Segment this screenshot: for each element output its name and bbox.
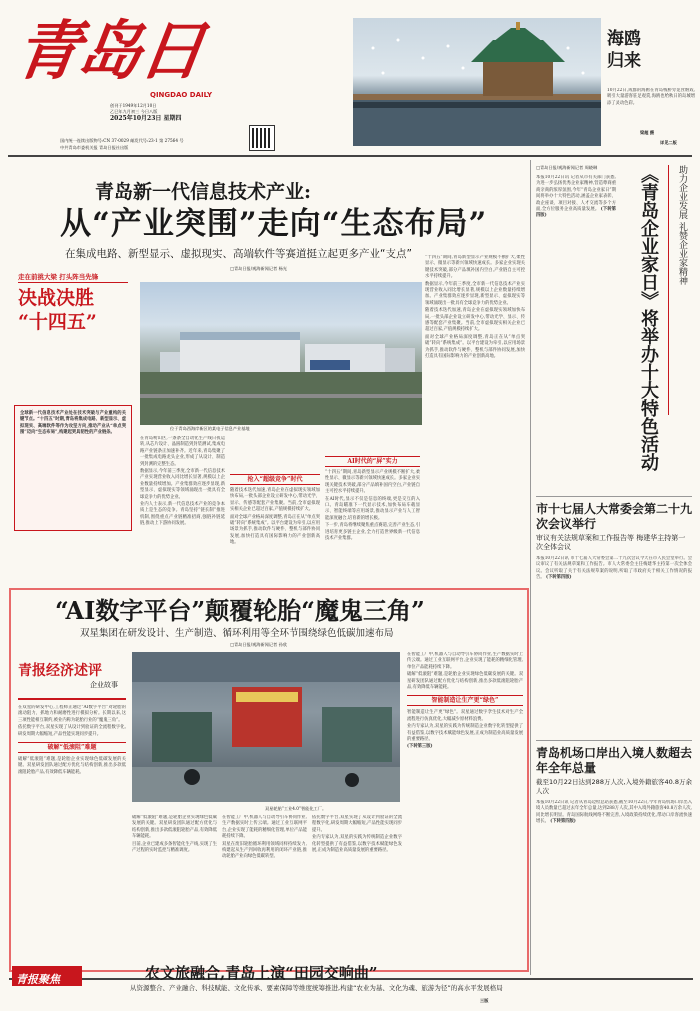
feature-col-3-p2: 双星在废旧轮胎循环利用领域同样持续发力,构建起从生产到回收再利用的闭环产业链,推动轮胎产业向绿色低碳转型。: [222, 841, 307, 860]
feature-col-2-p2: 目前,企业已建成多条智能化生产线,实现了生产过程的实时监控与精准调度。: [132, 841, 217, 854]
rs1-byline: □青岛日报/观海新闻记者 周晓琳: [536, 165, 598, 170]
feature-subhead: 双星集团在研发设计、生产制造、循环利用等全环节围绕绿色低碳加速布局: [80, 628, 394, 639]
feature-label-sub: 企业故事: [90, 681, 118, 689]
lead-col-1: [140, 436, 225, 586]
lead-col-2-p1: 随着技术迭代加速,青岛企业在虚拟现实领域加快布局,一批头部企业设立研发中心,带动光学、显示、传感等配套产业集聚。当前,全市虚拟现实相关企业已超过百家,产值规模持续扩大。: [230, 488, 320, 513]
rs1-side-vertical: 助力企业发展 礼赞企业家精神: [668, 165, 688, 415]
feature-photo: [132, 652, 400, 802]
feature-col-5-p2: 破解“低滚阻”难题,是轮胎企业实现绿色低碳发展的关键。双星研发团队通过配方优化与结构创新,推出多款低滚阻轮胎产品,有效降低车辆能耗。: [407, 672, 523, 691]
rs2-body: [536, 556, 692, 736]
feature-section-1: 破解“低滚阻”难题: [18, 742, 126, 753]
feature-label-title: 青报经济述评: [18, 663, 102, 679]
lead-col-4-p1: “十四五”期间,青岛新型显示产业规模不断扩大,柔性显示、微显示等新兴领域快速成长。多家企业实现关键技术突破,部分产品填补国内空白,产业链自主可控水平持续提升。: [425, 255, 525, 280]
teaser-photo: [353, 18, 601, 146]
rs1-body-text: 本报10月22日讯 记者从市有关部门获悉,为进一步弘扬优秀企业家精神,营造尊商重商亲商的浓厚氛围,今年“青岛企业家日”期间将举办十大特色活动,涵盖企业家表彰、政企座谈、项目对接、人才交流等多个方面,全方位服务企业高质量发展。: [536, 175, 616, 213]
masthead-publisher: [60, 145, 260, 151]
rs3-more[interactable]: (下转第四版): [550, 819, 576, 825]
pinyin: QINGDAO DAILY: [150, 91, 213, 99]
rs2-title: 市十七届人大常委会第二十九次会议举行: [536, 502, 692, 531]
lead-col-3-p2: 在AI时代,显示不仅是信息的终端,更是交互的入口。青岛瞄准下一代显示技术,加快布局车载显示、智能终端等应用场景,推动显示产业与人工智能深度融合,培育新的增长极。: [325, 496, 420, 521]
bottom-subhead: 从资源整合、产业融合、科技赋能、文化传承、要素保障等维度统筹推进,构建“农业为基、文化为魂、旅游为径”的高水平发展格局: [130, 984, 503, 992]
feature-col-2-p1: 破解“低滚阻”难题,是轮胎企业实现绿色低碳发展的关键。双星研发团队通过配方优化与结构创新,推出多款低滚阻轮胎产品,有效降低车辆能耗。: [132, 815, 217, 840]
rs2-divider: [536, 740, 692, 741]
feature-col-5: [407, 652, 523, 964]
sidebar-tag: 走在前挑大梁 打头阵当先锋: [18, 272, 128, 283]
lunar: 乙巳年九月初三: [110, 109, 140, 114]
issue-code: 国内统一连续出版物号:CN 37-0029: [60, 138, 129, 143]
feature-section-2: 智能制造让生产更“绿色”: [407, 695, 523, 706]
bottom-headline: 农文旅融合,青岛上演“田园交响曲”: [145, 964, 378, 982]
sidebar-summary: 全球新一代信息技术产业处在技术突破与产业重构的关键节点。“十四五”时期,青岛将集成电路、新型显示、虚拟现实、高端软件等作为攻坚方向,推动产业从“单点突围”迈向“生态布局”,构建起更具韧性的产业链条。: [20, 411, 126, 436]
feature-col-4-p2: 业内专家认为,双星的实践为传统制造企业数字化转型提供了有益借鉴,以数字技术赋能绿色发展,正成为制造业高质量发展的重要路径。: [312, 835, 402, 854]
feature-col-3-p1: 在智能工厂中,机器人与自动导引车协同作业,生产数据实时上传云端。通过工业互联网平台,企业实现了能耗的精细化管理,单位产品能耗持续下降。: [222, 815, 307, 840]
lead-col-3-p3: 下一步,青岛将继续聚焦重点赛道,完善产业生态,引进培育更多链主企业,全力打造世界级新一代信息技术产业集群。: [325, 523, 420, 542]
serial-number: 第 27564 号: [159, 138, 184, 143]
feature-col-5-p3: 智能制造让生产更“绿色”。双星通过数字孪生技术对生产全流程进行仿真优化,大幅减少原材料浪费。: [407, 710, 523, 722]
masthead-divider: [8, 155, 692, 157]
feature-col-4-p1: 依托数字平台,双星实现了从设计到验证的全流程数字化,研发周期大幅缩短,产品性能实现同步提升。: [312, 815, 402, 833]
lead-section-1: 抢入“超级竞争”时代: [230, 474, 320, 485]
lead-col-1-p2: 数据显示,今年前三季度,全市新一代信息技术产业实现营业收入同比增长显著,规模以上企业数量持续增加。产业集群效应逐步显现,新型显示、虚拟现实等领域涌现出一批具有全球竞争力的优势企业。: [140, 469, 225, 500]
feature-col-4: [312, 815, 402, 965]
teaser-title-line1: 海鸥: [607, 29, 641, 49]
teaser-caption: 10月22日,成群的海鸥在青岛栈桥旁觅食嬉戏,吸引大量游客驻足观赏,海鸥也给秋日的岛城增添了灵动色彩。: [607, 88, 695, 106]
rs3-sub: 截至10月22日达到288万人次,入境外籍旅客40.8万余人次: [536, 778, 692, 795]
lead-photo-caption: 位于青岛西海岸新区的某电子信息产业基地: [170, 426, 250, 431]
rs3-body: [536, 800, 692, 980]
publisher: 中共青岛市委机关报: [60, 145, 98, 150]
feature-col-3: [222, 815, 307, 965]
lead-subhead: 在集成电路、新型显示、虚拟现实、高端软件等赛道挺立起更多产业“支点”: [65, 248, 412, 260]
feature-byline: □青岛日报/观海新闻记者 孙欣: [230, 642, 287, 647]
rs1-divider: [536, 496, 692, 497]
lead-col-2-p2: 面对全球产业格局深度调整,青岛正在从“单点突破”转向“系统集成”。以平台建设为牵引,以应用场景为抓手,推动软件与硬件、整机与部件协同发展,加快打造具有国际影响力的产业创新高地。: [230, 514, 320, 546]
founded: 创刊于1949年12月10日: [110, 103, 157, 108]
rs1-more[interactable]: (下转第四版): [536, 207, 616, 219]
masthead-info: [110, 103, 250, 123]
rs1-title-vertical: 《青岛企业家日》将举办十大特色活动: [638, 165, 659, 471]
factory-illustration: [140, 282, 422, 425]
lead-col-4-p3: 随着技术迭代加速,青岛企业在虚拟现实领域加快布局,一批头部企业设立研发中心,带动光学、显示、传感等配套产业集聚。当前,全市虚拟现实相关企业已超过百家,产值规模持续扩大。: [425, 308, 525, 333]
teaser-photographer: 梁超 摄: [640, 130, 655, 135]
lead-col-2: [230, 436, 320, 586]
feature-col-1-p2: 依托数字平台,双星实现了从设计到验证的全流程数字化,研发周期大幅缩短,产品性能实现同步提升。: [18, 725, 126, 737]
pages: 今日八版: [140, 109, 158, 114]
feature-col-5-p4: 业内专家认为,双星的实践为传统制造企业数字化转型提供了有益借鉴,以数字技术赋能绿色发展,正成为制造业高质量发展的重要路径。: [407, 724, 523, 743]
sidebar-box: [14, 405, 132, 531]
publisher-site: 青岛日报社出版: [99, 145, 129, 150]
lead-headline: 从“产业突围”走向“生态布局”: [60, 206, 488, 242]
feature-label: [18, 662, 126, 700]
pavilion-illustration: [353, 18, 601, 146]
rs3-title: 青岛机场口岸出入境人数超去年全年总量: [536, 746, 692, 775]
right-col-divider: [530, 160, 531, 975]
feature-col-2: [132, 815, 217, 965]
lead-col-3-p1: “十四五”期间,青岛新型显示产业规模不断扩大,柔性显示、微显示等新兴领域快速成长。多家企业实现关键技术突破,部分产品填补国内空白,产业链自主可控水平持续提升。: [325, 470, 420, 495]
lead-byline: □青岛日报/观海新闻记者 杨光: [230, 266, 287, 271]
rs2-body-text: 本报10月22日讯 市十七届人大常委会第二十九次会议今天在市人民会堂举行。会议审议了有关法规草案和工作报告。市人大常委会主任梅建华主持第一次全体会议。会议听取了关于有关法规草案的说明,听取了市政府关于相关工作情况的报告。: [536, 556, 692, 581]
rs1-body: [536, 175, 616, 490]
weekday: 星期四: [163, 115, 182, 122]
lead-photo: [140, 282, 422, 425]
bottom-logo-text: 青报聚焦: [16, 973, 60, 986]
feature-col-1: [18, 705, 126, 963]
lead-kicker: 青岛新一代信息技术产业:: [95, 181, 312, 203]
lead-col-3: [325, 436, 420, 586]
date: 2025年10月23日: [110, 115, 162, 122]
teaser-title-line2: 归来: [607, 51, 641, 71]
lead-col-1-p3: 业内人士表示,新一代信息技术产业的竞争本质上是生态的竞争。青岛坚持“链长制”推进机制,围绕重点产业链精准招商,强链补链延链,推动上下游协同发展。: [140, 502, 225, 527]
lead-col-4: [425, 255, 525, 580]
bottom-logo: [12, 966, 82, 986]
feature-more[interactable]: (下转第三版): [407, 744, 433, 750]
teaser-more[interactable]: 详见二版: [660, 140, 677, 145]
masthead-logo: [10, 10, 250, 94]
sidebar-title-1: 决战决胜: [18, 287, 95, 309]
lead-col-4-p2: 数据显示,今年前三季度,全市新一代信息技术产业实现营业收入同比增长显著,规模以上企业数量持续增加。产业集群效应逐步显现,新型显示、虚拟现实等领域涌现出一批具有全球竞争力的优势企业。: [425, 281, 525, 306]
postal-code: 邮发代号:23-1: [130, 138, 158, 143]
feature-headline: “AI数字平台”颠覆轮胎“魔鬼三角”: [55, 596, 425, 625]
rs3-body-text: 本报10月22日讯 记者从青岛边检总站获悉,截至10月22日,今年青岛机场口岸出入境人员数量已超过去年全年总量,达到288万人次,其中入境外籍旅客40.8万余人次,同比增长明显。青岛国际航线网络不断完善,入境政策持续优化,带动口岸客流快速增长。: [536, 800, 692, 825]
lead-section-2: AI时代的“屏”实力: [325, 456, 420, 467]
tire-factory-illustration: [132, 652, 400, 802]
feature-col-1-p3: 破解“低滚阻”难题,是轮胎企业实现绿色低碳发展的关键。双星研发团队通过配方优化与结构创新,推出多款低滚阻轮胎产品,有效降低车辆能耗。: [18, 757, 126, 775]
bottom-page[interactable]: 三版: [480, 998, 489, 1003]
teaser-title: [607, 28, 697, 72]
rs2-more[interactable]: (下转第四版): [545, 575, 572, 581]
feature-col-1-p1: 在双星的研发中心,工程师正通过“AI数字平台”对轮胎的滚动阻力、抓地力和耐磨性进行模拟分析。长期以来,这三项性能相互制约,被业内称为轮胎行业的“魔鬼三角”。: [18, 705, 126, 723]
logo-text: 青岛日报: [10, 14, 208, 89]
rs2-sub: 审议有关法规草案和工作报告等 梅建华主持第一次全体会议: [536, 534, 686, 551]
lead-col-4-p4: 面对全球产业格局深度调整,青岛正在从“单点突破”转向“系统集成”。以平台建设为牵引,以应用场景为抓手,推动软件与硬件、整机与部件协同发展,加快打造具有国际影响力的产业创新高地。: [425, 334, 525, 360]
lead-col-1-p1: 在青岛崂山区,一条条全自动化生产线日夜运转,从芯片设计、晶圆制造到封装测试,集成电路产业链条正加速补齐。近年来,青岛集聚了一批集成电路龙头企业,形成了从设计、制造到封测的完整生态。: [140, 436, 225, 467]
masthead-codes: [60, 138, 255, 144]
feature-photo-caption: 双星轮胎“工业4.0”智能化工厂。: [265, 806, 327, 811]
sidebar-title-2: “十四五”: [18, 311, 97, 333]
feature-col-5-p1: 在智能工厂中,机器人与自动导引车协同作业,生产数据实时上传云端。通过工业互联网平台,企业实现了能耗的精细化管理,单位产品能耗持续下降。: [407, 652, 523, 670]
sidebar-title: [18, 286, 128, 356]
